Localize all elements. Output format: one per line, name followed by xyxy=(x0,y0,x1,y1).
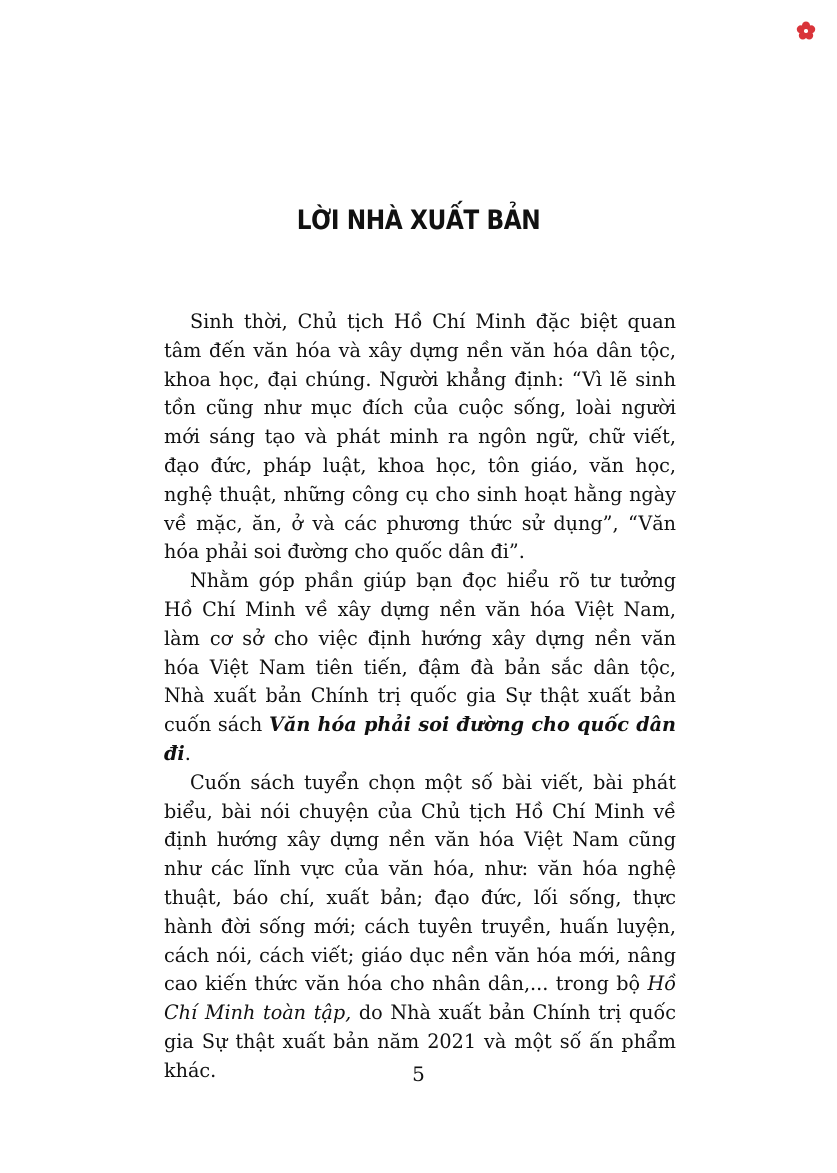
paragraph-3-text: Cuốn sách tuyển chọn một số bài viết, bài phát biểu, bài nói chuyện của Chủ tịch Hồ Chí Minh về định hướng xây dựng nền văn hóa Việt Nam cũng như các lĩnh vực của văn hóa, như: văn hóa nghệ thuật, báo chí, xuất bản; đạo đức, lối sống, thực hành đời sống mới; cách tuyên truyền, huấn luyện, cách nói, cách viết; giáo dục nền văn hóa mới, nâng cao kiến thức văn hóa cho nhân dân,... trong bộ xyxy=(164,770,676,996)
series-title: Hồ Chí Minh toàn tập, xyxy=(164,972,676,1025)
flower-icon xyxy=(795,20,817,42)
paragraph-2-text: Nhằm góp phần giúp bạn đọc hiểu rõ tư tưởng Hồ Chí Minh về xây dựng nền văn hóa Việt Nam, làm cơ sở cho việc định hướng xây dựng nền văn hóa Việt Nam tiên tiến, đậm đà bản sắc dân tộc, Nhà xuất bản Chính trị quốc gia Sự thật xuất bản cuốn sách xyxy=(164,569,676,737)
paragraph-3 xyxy=(164,769,676,1086)
page-title: LỜI NHÀ XUẤT BẢN xyxy=(296,205,541,236)
paragraph-2 xyxy=(164,567,676,769)
book-title: Văn hóa phải soi đường cho quốc dân đi xyxy=(164,713,676,765)
page-number: 5 xyxy=(412,1062,425,1086)
paragraph-1: Sinh thời, Chủ tịch Hồ Chí Minh đặc biệt quan tâm đến văn hóa và xây dựng nền văn hóa dân tộc, khoa học, đại chúng. Người khẳng định: “Vì lẽ sinh tồn cũng như mục đích của cuộc sống, loài người mới sáng tạo và phát minh ra ngôn ngữ, chữ viết, đạo đức, pháp luật, khoa học, tôn giáo, văn học, nghệ thuật, những công cụ cho sinh hoạt hằng ngày về mặc, ăn, ở và các phương thức sử dụng”, “Văn hóa phải soi đường cho quốc dân đi”. xyxy=(164,310,676,564)
paragraph-3-end: do Nhà xuất bản Chính trị quốc gia Sự thật xuất bản năm 2021 và một số ấn phẩm khác. xyxy=(164,1001,676,1082)
paragraph-2-end: . xyxy=(184,741,191,765)
body-text xyxy=(164,308,676,1086)
